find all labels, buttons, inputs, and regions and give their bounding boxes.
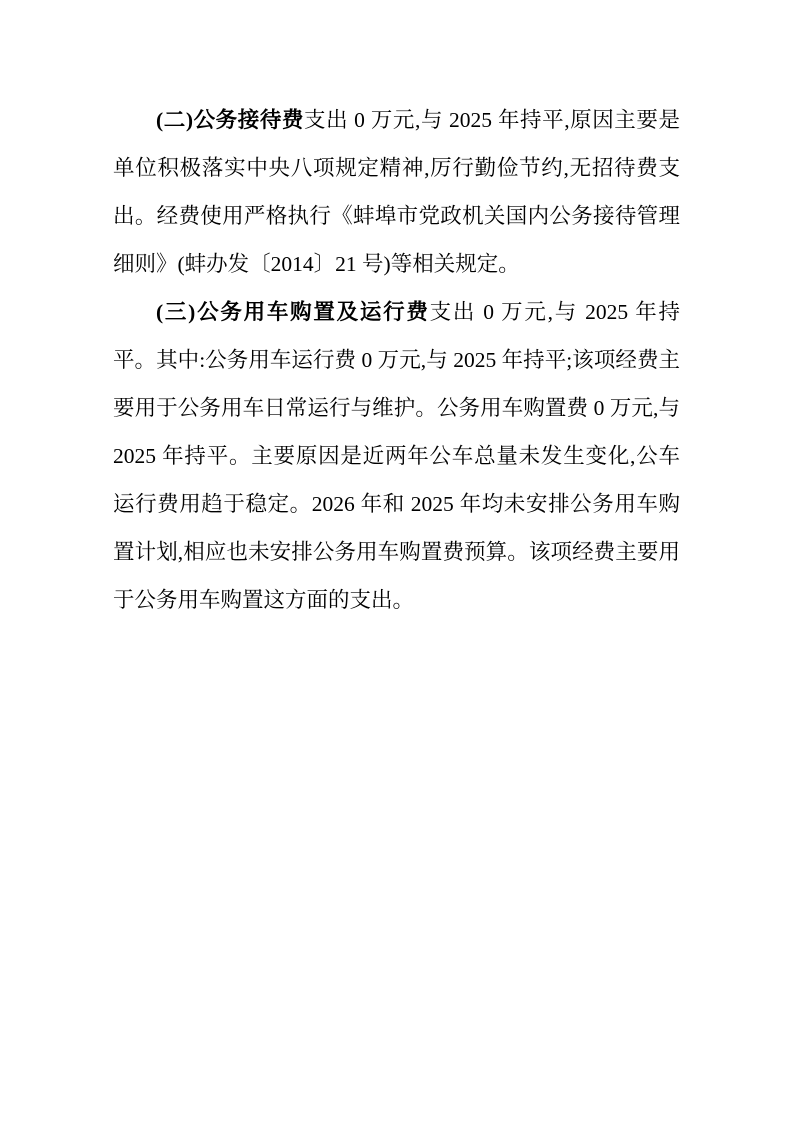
paragraph-official-vehicle-expense [113, 288, 680, 624]
paragraph-text-official-reception: 支出 0 万元,与 2025 年持平,原因主要是单位积极落实中央八项规定精神,厉行勤俭节约,无招待费支出。经费使用严格执行《蚌埠市党政机关国内公务接待管理细则》(蚌办发〔2014〕21 号)等相关规定。 [113, 108, 680, 276]
paragraph-text-official-vehicle: 支出 0 万元,与 2025 年持平。其中:公务用车运行费 0 万元,与 2025 年持平;该项经费主要用于公务用车日常运行与维护。公务用车购置费 0 万元,与 2025 年持平。主要原因是近两年公车总量未发生变化,公车运行费用趋于稳定。2026 年和 2025 年均未安排公务用车购置计划,相应也未安排公务用车购置费预算。该项经费主要用于公务用车购置这方面的支出。 [113, 300, 680, 612]
paragraph-lead-official-reception: (二)公务接待费 [156, 108, 304, 132]
paragraph-official-reception-expense [113, 96, 680, 288]
document-body [113, 96, 680, 624]
paragraph-lead-official-vehicle: (三)公务用车购置及运行费 [156, 300, 430, 324]
